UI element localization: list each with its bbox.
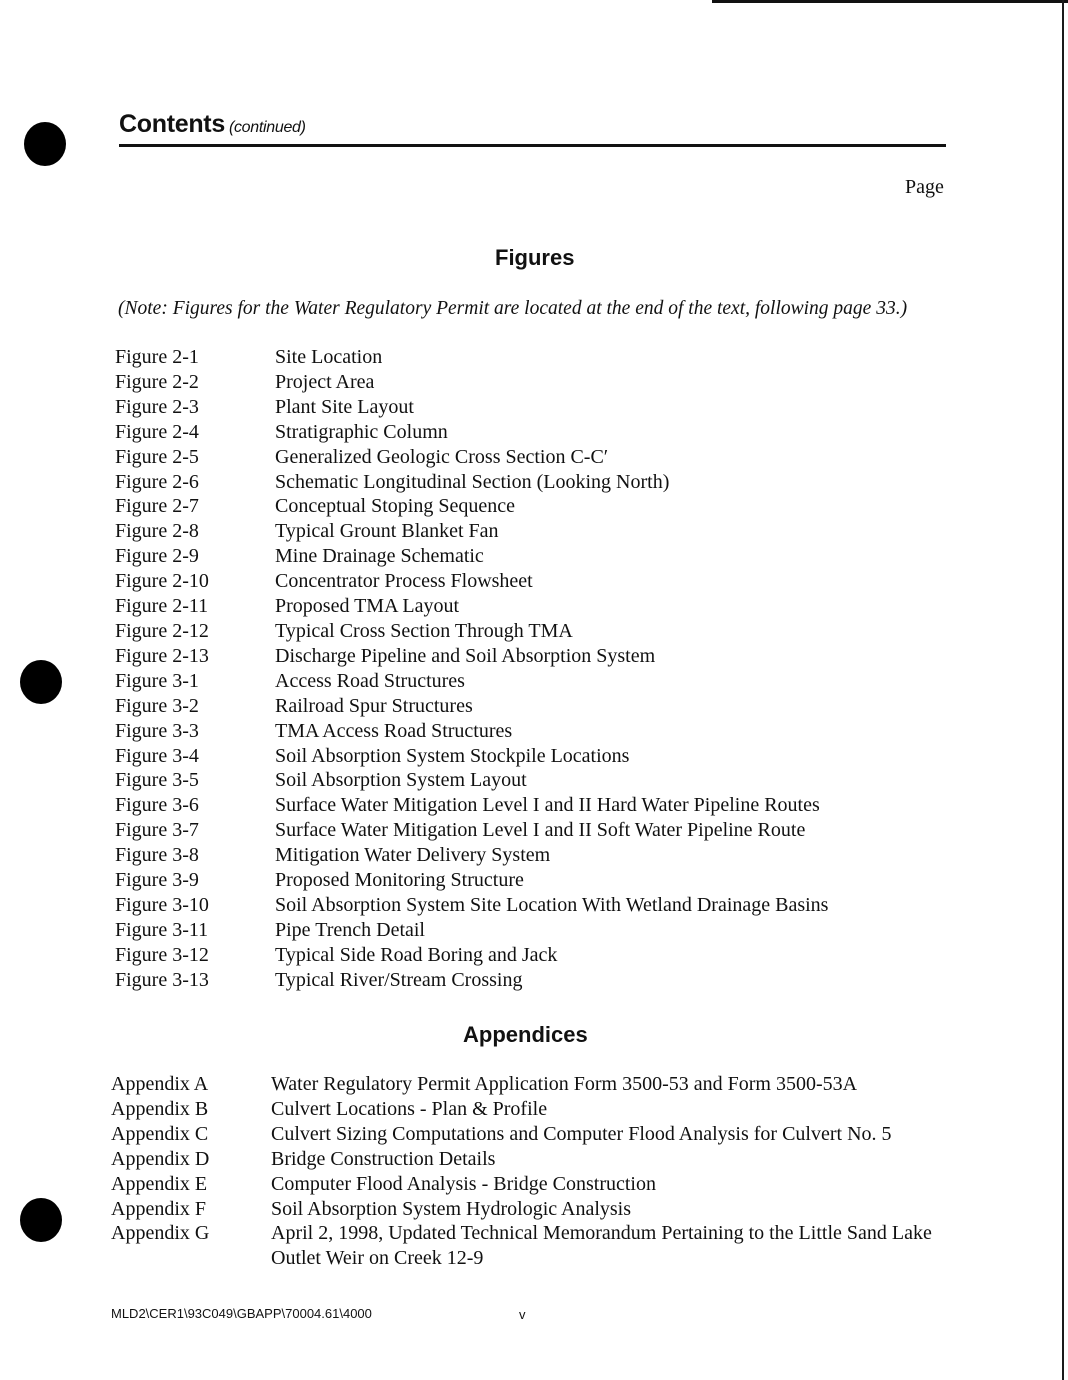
figure-entry-title: Surface Water Mitigation Level I and II Hard Water Pipeline Routes [275,794,820,817]
figure-entry-title: Pipe Trench Detail [275,918,425,941]
figure-entry-number: Figure 2-2 [115,370,199,393]
figure-entry-title: Soil Absorption System Site Location With Wetland Drainage Basins [275,893,829,916]
contents-title-text: Contents [119,110,225,138]
appendix-entry-number: Appendix D [111,1147,210,1170]
appendix-entry-number: Appendix A [111,1073,209,1095]
figure-entry [115,943,915,968]
figure-entry-title: Soil Absorption System Layout [275,769,527,792]
figure-entry-title: Discharge Pipeline and Soil Absorption System [275,644,656,667]
figure-entry-title: Generalized Geologic Cross Section C-C′ [275,445,609,468]
figure-entry [115,395,915,420]
figure-entry-number: Figure 3-11 [115,918,209,941]
figure-entry [115,494,915,519]
figure-entry [115,619,915,644]
figure-entry-title: Access Road Structures [275,669,465,692]
figure-entry-number: Figure 2-3 [115,395,199,418]
figure-entry-number: Figure 2-4 [115,420,199,443]
figure-entry [115,420,915,445]
appendix-entry [111,1122,951,1147]
figure-entry-number: Figure 3-6 [115,794,199,817]
figure-entry [115,968,915,993]
figure-entry-number: Figure 3-12 [115,943,209,966]
appendix-entry [111,1072,951,1097]
figure-entry-number: Figure 3-7 [115,819,199,842]
appendix-entry [111,1147,951,1172]
figure-entry [115,544,915,569]
figure-entry-number: Figure 3-8 [115,844,199,867]
figure-entry-number: Figure 2-11 [115,595,209,618]
appendices-heading: Appendices [463,1022,588,1047]
binder-hole-bottom [20,1198,62,1242]
figure-entry-title: Conceptual Stoping Sequence [275,495,515,518]
figure-entry [115,719,915,744]
figure-entry-title: Schematic Longitudinal Section (Looking North) [275,470,670,493]
figure-entry-title: Typical Grount Blanket Fan [275,520,499,543]
figure-entry-number: Figure 3-2 [115,694,199,717]
figure-entry [115,744,915,769]
figure-entry-number: Figure 3-1 [115,669,199,692]
footer-file-path: MLD2\CER1\93C049\GBAPP\70004.61\4000 [111,1306,372,1321]
figure-entry [115,818,915,843]
appendix-entry-number: Appendix E [111,1172,208,1195]
appendix-entry-number: Appendix G [111,1222,210,1245]
figure-entry [115,445,915,470]
scan-right-edge-line [1062,0,1064,1380]
figure-list [115,345,915,993]
figure-entry [115,843,915,868]
figure-entry-title: Soil Absorption System Stockpile Locations [275,744,630,767]
continued-label: (continued) [228,119,306,136]
figure-entry [115,370,915,395]
appendix-entry-title: Bridge Construction Details [271,1147,496,1170]
figure-entry-title: Typical Cross Section Through TMA [275,619,573,642]
appendix-entry-title: April 2, 1998, Updated Technical Memorandum Pertaining to the Little Sand Lake Outlet Weir on Creek 12-9 [271,1222,932,1270]
figures-note: (Note: Figures for the Water Regulatory Permit are located at the end of the text, following page 33.) [118,298,908,319]
figure-entry-number: Figure 3-9 [115,869,199,892]
appendix-list [111,1072,951,1271]
figure-entry-number: Figure 2-6 [115,470,199,493]
appendix-entry-title: Culvert Sizing Computations and Computer Flood Analysis for Culvert No. 5 [271,1122,892,1145]
figure-entry-number: Figure 3-4 [115,744,199,767]
appendix-entry [111,1197,951,1222]
figure-entry-number: Figure 3-13 [115,968,209,991]
figure-entry-number: Figure 3-10 [115,893,209,916]
figure-entry [115,918,915,943]
appendix-entry [111,1172,951,1197]
figure-entry [115,768,915,793]
title-underline [119,144,946,147]
figure-entry [115,793,915,818]
figure-entry [115,345,915,370]
figure-entry-title: Proposed Monitoring Structure [275,869,524,892]
appendix-entry-title: Soil Absorption System Hydrologic Analysis [271,1197,632,1220]
figure-entry-title: Plant Site Layout [275,395,414,418]
binder-hole-top [24,122,66,166]
appendix-entry-title: Water Regulatory Permit Application Form 3500-53 and Form 3500-53A [271,1073,858,1095]
appendix-entry [111,1097,951,1122]
figure-entry-title: Concentrator Process Flowsheet [275,570,533,593]
figure-entry-title: Typical Side Road Boring and Jack [275,943,558,966]
figure-entry-number: Figure 2-13 [115,644,209,667]
figure-entry-number: Figure 2-9 [115,545,199,568]
figure-entry-number: Figure 3-3 [115,719,199,742]
figures-heading: Figures [495,245,575,270]
figure-entry [115,519,915,544]
figure-entry [115,669,915,694]
figure-entry-number: Figure 2-1 [115,346,199,368]
appendix-entry-number: Appendix F [111,1197,206,1220]
figure-entry-title: Proposed TMA Layout [275,595,460,618]
figure-entry-title: Railroad Spur Structures [275,694,473,717]
figure-entry-title: TMA Access Road Structures [275,719,513,742]
figure-entry-number: Figure 2-7 [115,495,199,518]
figure-entry-title: Site Location [275,346,383,368]
figure-entry [115,569,915,594]
appendix-entry-number: Appendix C [111,1122,209,1145]
figure-entry-title: Stratigraphic Column [275,420,448,443]
figure-entry-number: Figure 3-5 [115,769,199,792]
figure-entry-title: Mine Drainage Schematic [275,545,484,568]
footer-page-number: v [519,1307,526,1322]
appendix-entry-title: Computer Flood Analysis - Bridge Construction [271,1172,656,1195]
figure-entry [115,644,915,669]
figure-entry-title: Mitigation Water Delivery System [275,844,551,867]
page-title [119,110,306,139]
figure-entry [115,594,915,619]
figure-entry-title: Surface Water Mitigation Level I and II Soft Water Pipeline Route [275,819,806,842]
figure-entry-title: Typical River/Stream Crossing [275,968,523,991]
figure-entry-number: Figure 2-8 [115,520,199,543]
appendix-entry [111,1221,951,1271]
scan-top-edge-line [712,0,1068,3]
binder-hole-middle [20,660,62,704]
figure-entry [115,893,915,918]
figure-entry-number: Figure 2-5 [115,445,199,468]
figure-entry-number: Figure 2-12 [115,619,209,642]
appendix-entry-title: Culvert Locations - Plan & Profile [271,1097,548,1120]
figure-entry [115,868,915,893]
figure-entry-number: Figure 2-10 [115,570,209,593]
page-column-label: Page [905,176,944,198]
figure-entry [115,470,915,495]
figure-entry [115,694,915,719]
appendix-entry-number: Appendix B [111,1097,209,1120]
figure-entry-title: Project Area [275,370,375,393]
